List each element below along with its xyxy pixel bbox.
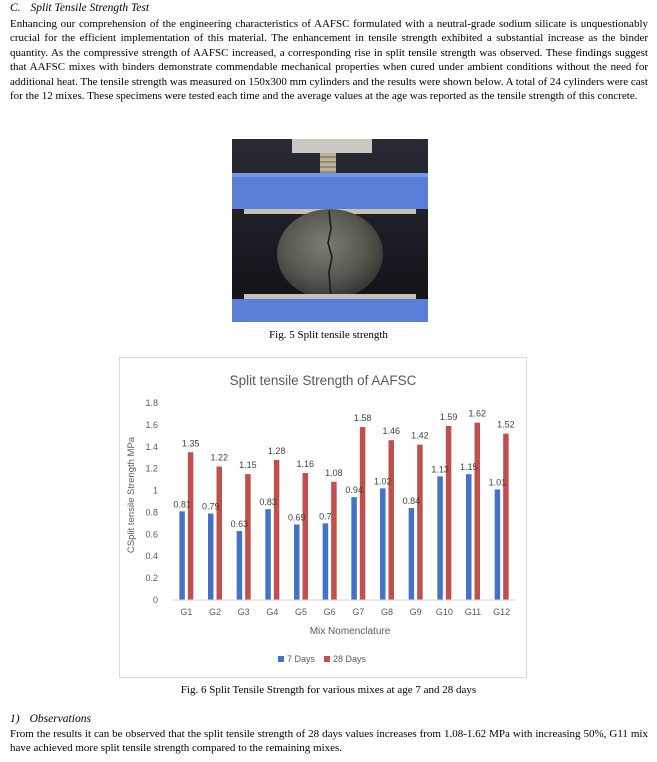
x-tick-label: G4 (266, 607, 279, 617)
x-tick-label: G9 (409, 607, 422, 617)
y-tick-label: 1.8 (145, 398, 158, 408)
bar-7-days-g6 (323, 523, 329, 600)
bar-28-days-g6 (331, 482, 337, 600)
split-tensile-test-photo (232, 139, 428, 322)
split-tensile-chart (119, 357, 527, 678)
data-label-7-days: 0.84 (402, 496, 421, 507)
figure-5-caption: Fig. 5 Split tensile strength (269, 329, 388, 341)
data-label-28-days: 1.62 (468, 408, 487, 419)
bar-28-days-g3 (245, 474, 251, 600)
bar-7-days-g2 (208, 514, 214, 600)
data-label-28-days: 1.58 (353, 413, 372, 424)
y-tick-label: 0.2 (145, 573, 158, 584)
bar-7-days-g4 (265, 509, 271, 600)
data-label-7-days: 0.7 (319, 511, 332, 522)
bar-28-days-g10 (446, 426, 452, 600)
test-rig-illustration (232, 139, 428, 322)
data-label-7-days: 0.83 (259, 497, 277, 508)
subsection-title: Observations (29, 713, 91, 725)
data-label-7-days: 1.02 (373, 476, 392, 487)
section-title: Split Tensile Strength Test (30, 2, 150, 14)
bar-7-days-g8 (380, 488, 386, 600)
y-tick-label: 0.6 (145, 529, 158, 540)
data-label-28-days: 1.59 (439, 411, 458, 422)
bar-7-days-g12 (495, 489, 501, 600)
bar-28-days-g9 (417, 445, 423, 600)
data-label-28-days: 1.16 (296, 459, 315, 470)
x-tick-label: G7 (352, 607, 365, 617)
data-label-7-days: 0.69 (287, 512, 306, 523)
x-tick-label: G1 (180, 607, 193, 617)
x-tick-label: G5 (294, 607, 308, 617)
data-label-28-days: 1.22 (210, 452, 229, 463)
data-label-7-days: 0.79 (201, 501, 220, 512)
x-axis-ticks (180, 607, 510, 617)
x-tick-label: G11 (464, 607, 482, 617)
data-labels (173, 409, 514, 529)
data-label-28-days: 1.28 (267, 445, 286, 456)
bar-28-days-g7 (360, 427, 366, 600)
bar-7-days-g3 (237, 531, 243, 600)
data-label-7-days: 1.15 (459, 462, 478, 473)
legend-label-7-days: 7 Days (287, 654, 316, 664)
observations-paragraph: From the results it can be observed that the split tensile strength of 28 days values increases from 1.08-1.62 MPa with increasing 50%, G11 mix have achieved more split tensile strength compared to the remaining mixes. (10, 728, 648, 755)
y-tick-label: 0.8 (145, 507, 158, 518)
bar-7-days-g11 (466, 474, 472, 600)
bar-7-days-g5 (294, 524, 300, 600)
y-tick-label: 0 (152, 595, 158, 605)
y-tick-label: 1.4 (145, 441, 158, 452)
y-axis-ticks (145, 398, 158, 605)
data-label-28-days: 1.35 (181, 438, 200, 449)
y-tick-label: 1.2 (145, 463, 158, 474)
y-tick-label: 1 (152, 485, 158, 496)
chart-legend (278, 654, 367, 664)
y-tick-label: 1.6 (145, 419, 158, 430)
data-label-7-days: 1.13 (431, 464, 449, 475)
legend-swatch-7-days (278, 656, 284, 662)
intro-paragraph: Enhancing our comprehension of the engineering characteristics of AAFSC formulated with a neutral-grade sodium silicate is unquestionably crucial for the efficient implementation of this material. The enhancement in tensile strength exhibited a substantial increase as the binder quantity. As the compressive strength of AAFSC increased, a corresponding rise in split tensile strength was observed. These findings suggest that AAFSC mixes with binders demonstrate commendable mechanical properties when cured under ambient conditions without the need for additional heat. The tensile strength was measured on 150x300 mm cylinders and the results were shown below. A total of 24 cylinders were cast for the 12 mixes. These specimens were tested each time and the average values at the age was reported as the tensile strength of this concrete. (10, 18, 648, 103)
data-label-28-days: 1.08 (325, 467, 343, 478)
x-tick-label: G8 (380, 607, 394, 617)
chart-bars (179, 423, 508, 600)
bar-28-days-g1 (188, 452, 194, 600)
data-label-28-days: 1.42 (411, 430, 429, 441)
bar-chart-svg (120, 358, 526, 677)
x-tick-label: G2 (208, 607, 222, 617)
data-label-28-days: 1.52 (497, 419, 515, 430)
data-label-7-days: 1.01 (488, 477, 507, 488)
x-tick-label: G12 (493, 607, 511, 617)
y-tick-label: 0.4 (145, 551, 158, 562)
subsection-number: 1) (10, 713, 20, 725)
bar-7-days-g10 (437, 476, 443, 600)
legend-swatch-28-days (324, 656, 330, 662)
data-label-7-days: 0.63 (230, 519, 249, 530)
bar-7-days-g7 (351, 497, 357, 600)
legend-label-28-days: 28 Days (333, 654, 367, 664)
y-axis-label: CSplit tensile Strength MPa (126, 436, 137, 554)
data-label-28-days: 1.15 (239, 460, 257, 471)
x-axis-label: Mix Nomenclature (309, 626, 391, 637)
figure-6-caption: Fig. 6 Split Tensile Strength for various mixes at age 7 and 28 days (180, 684, 477, 696)
section-heading (10, 2, 149, 14)
bar-28-days-g11 (475, 423, 481, 600)
x-tick-label: G6 (323, 607, 336, 617)
x-tick-label: G10 (435, 607, 453, 617)
data-label-7-days: 0.81 (173, 499, 191, 510)
x-tick-label: G3 (237, 607, 250, 617)
bar-28-days-g8 (389, 440, 395, 600)
bar-28-days-g2 (217, 466, 223, 600)
bar-28-days-g5 (303, 473, 309, 600)
chart-title: Split tensile Strength of AAFSC (229, 373, 417, 388)
subsection-heading (10, 713, 91, 725)
data-label-7-days: 0.94 (345, 485, 363, 496)
bar-7-days-g9 (409, 508, 415, 600)
bar-28-days-g12 (503, 434, 509, 600)
data-label-28-days: 1.46 (382, 426, 401, 437)
bar-28-days-g4 (274, 460, 280, 600)
section-number: C. (10, 2, 21, 14)
bar-7-days-g1 (179, 511, 185, 600)
